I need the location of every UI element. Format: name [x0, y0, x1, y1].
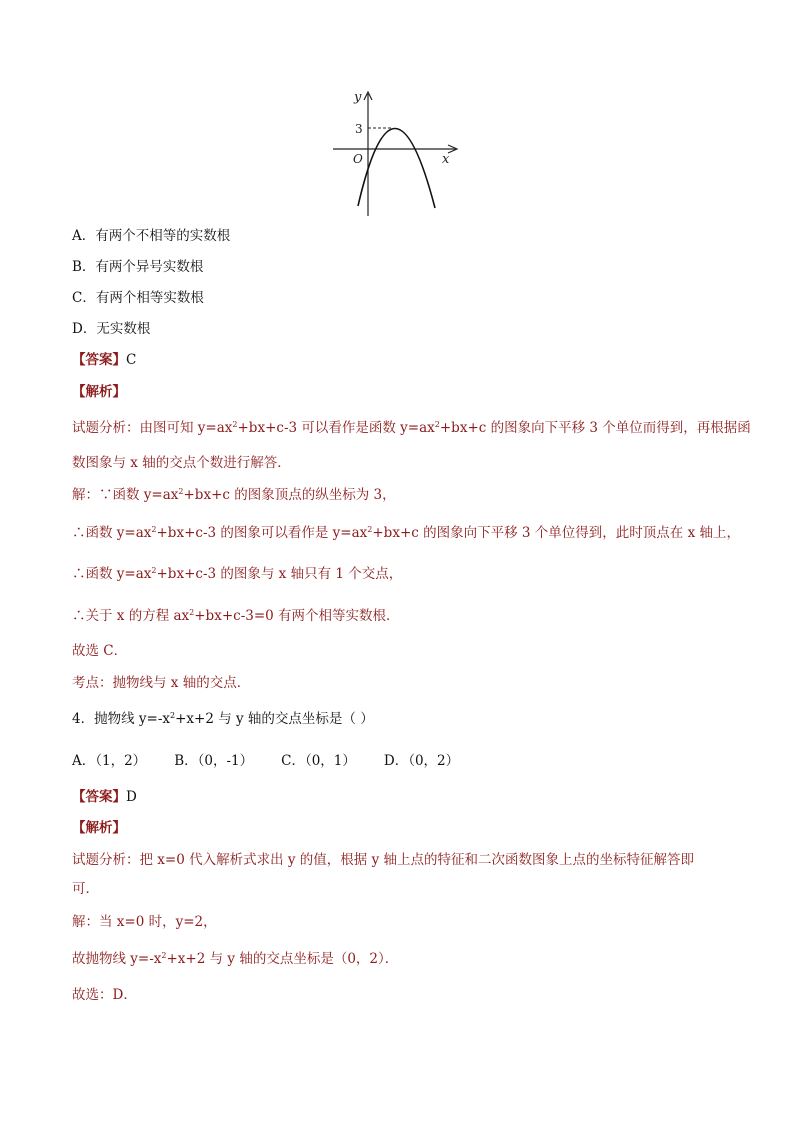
q3-option-d: D．无实数根 — [72, 321, 151, 337]
text-span: 试题分析：由图可知 y=ax — [72, 420, 233, 436]
q4-solution-line-1: 解：当 x=0 时，y=2， — [72, 914, 217, 930]
text-span: 4．抛物线 y=-x — [72, 711, 170, 727]
parabola-graph — [330, 88, 465, 218]
q4-answer — [72, 787, 137, 807]
q4-solution-line-2 — [72, 949, 398, 969]
superscript: 2 — [367, 525, 373, 534]
q3-solution-line-2 — [72, 523, 740, 543]
q4-option-b: B．（0，-1） — [174, 753, 254, 769]
q4-choice: 故选：D． — [72, 987, 137, 1003]
q3-solution-line-1 — [72, 485, 396, 505]
q3-solution-line-4 — [72, 606, 400, 626]
text-span: +bx+c 的图象向下平移 3 个单位而得到，再根据函 — [439, 420, 751, 436]
text-span: +bx+c 的图象向下平移 3 个单位得到，此时顶点在 x 轴上， — [372, 525, 740, 541]
q3-topic: 考点：抛物线与 x 轴的交点． — [72, 675, 251, 691]
text-span: ∴函数 y=ax — [72, 525, 152, 541]
q3-analysis-line-2: 数图象与 x 轴的交点个数进行解答． — [72, 455, 291, 471]
q3-analysis-line-1 — [72, 418, 751, 438]
vertex-y-label: 3 — [355, 122, 363, 136]
q3-solution-line-3 — [72, 564, 402, 584]
text-span: 解：∵函数 y=ax — [72, 487, 179, 503]
analysis-tag: 【解析】 — [72, 820, 126, 836]
q4-option-d: D．（0，2） — [383, 753, 460, 769]
parabola-curve — [358, 128, 435, 208]
q3-option-a: A．有两个不相等的实数根 — [72, 228, 231, 244]
superscript: 2 — [434, 420, 440, 429]
text-span: +x+2 与 y 轴的交点坐标是（ ） — [175, 711, 374, 727]
y-axis-label: y — [354, 90, 362, 105]
text-span: ∴关于 x 的方程 ax — [72, 608, 190, 624]
parabola-figure — [330, 88, 465, 218]
q4-analysis-line-1: 试题分析：把 x=0 代入解析式求出 y 的值，根据 y 轴上点的特征和二次函数图象上点的坐标特征解答即 — [72, 852, 695, 868]
answer-value: D — [126, 789, 137, 805]
answer-tag: 【答案】 — [72, 789, 126, 805]
q3-choice: 故选 C． — [72, 643, 128, 659]
superscript: 2 — [151, 566, 157, 575]
origin-label: O — [353, 152, 363, 166]
q4-option-a: A．（1，2） — [72, 753, 147, 769]
superscript: 2 — [170, 711, 176, 720]
text-span: +bx+c-3 的图象可以看作是 y=ax — [156, 525, 368, 541]
q4-analysis-heading — [72, 818, 126, 838]
q3-analysis-heading — [72, 382, 126, 402]
superscript: 2 — [161, 951, 167, 960]
text-span: +bx+c-3 可以看作是函数 y=ax — [237, 420, 435, 436]
text-span: 故抛物线 y=-x — [72, 951, 162, 967]
text-span: ∴函数 y=ax — [72, 566, 152, 582]
analysis-tag: 【解析】 — [72, 384, 126, 400]
answer-tag: 【答案】 — [72, 352, 126, 368]
superscript: 2 — [189, 608, 195, 617]
q3-option-c: C．有两个相等实数根 — [72, 290, 204, 306]
superscript: 2 — [151, 525, 157, 534]
text-span: +bx+c 的图象顶点的纵坐标为 3， — [183, 487, 396, 503]
q4-options — [72, 751, 487, 771]
text-span: +bx+c-3=0 有两个相等实数根． — [194, 608, 400, 624]
x-axis-label: x — [442, 152, 450, 167]
text-span: +bx+c-3 的图象与 x 轴只有 1 个交点， — [156, 566, 403, 582]
superscript: 2 — [178, 487, 184, 496]
answer-value: C — [126, 352, 137, 368]
q4-option-c: C．（0，1） — [281, 753, 356, 769]
text-span: +x+2 与 y 轴的交点坐标是（0，2）． — [166, 951, 399, 967]
q4-question — [72, 709, 374, 729]
q4-analysis-line-2: 可． — [72, 881, 99, 897]
q3-answer — [72, 350, 136, 370]
superscript: 2 — [232, 420, 238, 429]
q3-option-b: B．有两个异号实数根 — [72, 259, 204, 275]
